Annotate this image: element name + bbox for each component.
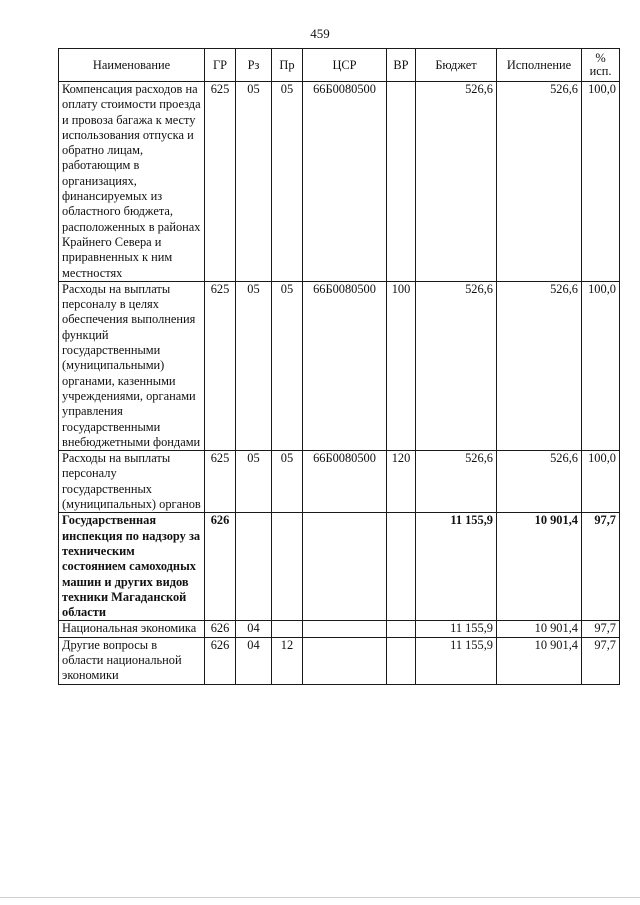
row-gr: 625 (205, 82, 236, 282)
row-gr: 626 (205, 621, 236, 637)
row-rz: 04 (236, 621, 272, 637)
row-name: Расходы на выплаты персоналу государственных (муниципальных) органов (59, 451, 205, 513)
row-execution: 526,6 (497, 281, 582, 450)
budget-table (58, 48, 620, 685)
row-percent: 100,0 (582, 281, 620, 450)
row-execution: 10 901,4 (497, 621, 582, 637)
header-rz: Рз (236, 49, 272, 82)
row-vr: 100 (387, 281, 416, 450)
row-vr (387, 82, 416, 282)
header-percent-symbol: % (595, 51, 606, 65)
row-execution: 526,6 (497, 451, 582, 513)
row-budget: 11 155,9 (416, 513, 497, 621)
row-rz: 05 (236, 82, 272, 282)
row-rz: 05 (236, 451, 272, 513)
row-rz: 04 (236, 637, 272, 684)
row-vr (387, 637, 416, 684)
header-vr: ВР (387, 49, 416, 82)
row-execution: 10 901,4 (497, 637, 582, 684)
row-gr: 626 (205, 637, 236, 684)
row-gr: 626 (205, 513, 236, 621)
header-budget: Бюджет (416, 49, 497, 82)
row-gr: 625 (205, 281, 236, 450)
header-percent-label: исп. (589, 64, 612, 78)
page-bottom-edge (0, 897, 640, 898)
header-name: Наименование (59, 49, 205, 82)
row-pr: 12 (272, 637, 303, 684)
row-name: Расходы на выплаты персоналу в целях обеспечения выполнения функций государственными (муниципальными) органами, казенными учреждениями, органами управления государственными внебюджетными фондами (59, 281, 205, 450)
header-csr: ЦСР (303, 49, 387, 82)
header-pr: Пр (272, 49, 303, 82)
row-name: Национальная экономика (59, 621, 205, 637)
row-name: Государственная инспекция по надзору за техническим состоянием самоходных машин и других видов техники Магаданской области (59, 513, 205, 621)
table-row (59, 82, 620, 282)
header-percent (582, 49, 620, 82)
row-percent: 97,7 (582, 637, 620, 684)
table-row (59, 513, 620, 621)
table-row (59, 451, 620, 513)
row-percent: 97,7 (582, 621, 620, 637)
header-gr: ГР (205, 49, 236, 82)
header-execution: Исполнение (497, 49, 582, 82)
row-percent: 97,7 (582, 513, 620, 621)
row-execution: 526,6 (497, 82, 582, 282)
row-execution: 10 901,4 (497, 513, 582, 621)
row-budget: 526,6 (416, 451, 497, 513)
row-pr (272, 513, 303, 621)
row-vr (387, 513, 416, 621)
table-row (59, 637, 620, 684)
table-row (59, 281, 620, 450)
row-csr (303, 621, 387, 637)
row-pr: 05 (272, 281, 303, 450)
row-pr: 05 (272, 82, 303, 282)
row-budget: 526,6 (416, 281, 497, 450)
row-budget: 11 155,9 (416, 637, 497, 684)
row-budget: 11 155,9 (416, 621, 497, 637)
row-vr: 120 (387, 451, 416, 513)
row-name: Другие вопросы в области национальной экономики (59, 637, 205, 684)
row-csr: 66Б0080500 (303, 281, 387, 450)
header-row (59, 49, 620, 82)
row-csr (303, 513, 387, 621)
row-budget: 526,6 (416, 82, 497, 282)
row-csr: 66Б0080500 (303, 82, 387, 282)
row-name: Компенсация расходов на оплату стоимости проезда и провоза багажа к месту использования отпуска и обратно лицам, работающим в организациях, финансируемых из областного бюджета, расположенных в районах Крайнего Севера и приравненных к ним местностях (59, 82, 205, 282)
table-row (59, 621, 620, 637)
row-csr: 66Б0080500 (303, 451, 387, 513)
row-csr (303, 637, 387, 684)
row-pr: 05 (272, 451, 303, 513)
row-pr (272, 621, 303, 637)
row-rz: 05 (236, 281, 272, 450)
row-percent: 100,0 (582, 451, 620, 513)
row-vr (387, 621, 416, 637)
row-percent: 100,0 (582, 82, 620, 282)
row-gr: 625 (205, 451, 236, 513)
row-rz (236, 513, 272, 621)
page-number: 459 (310, 26, 330, 41)
